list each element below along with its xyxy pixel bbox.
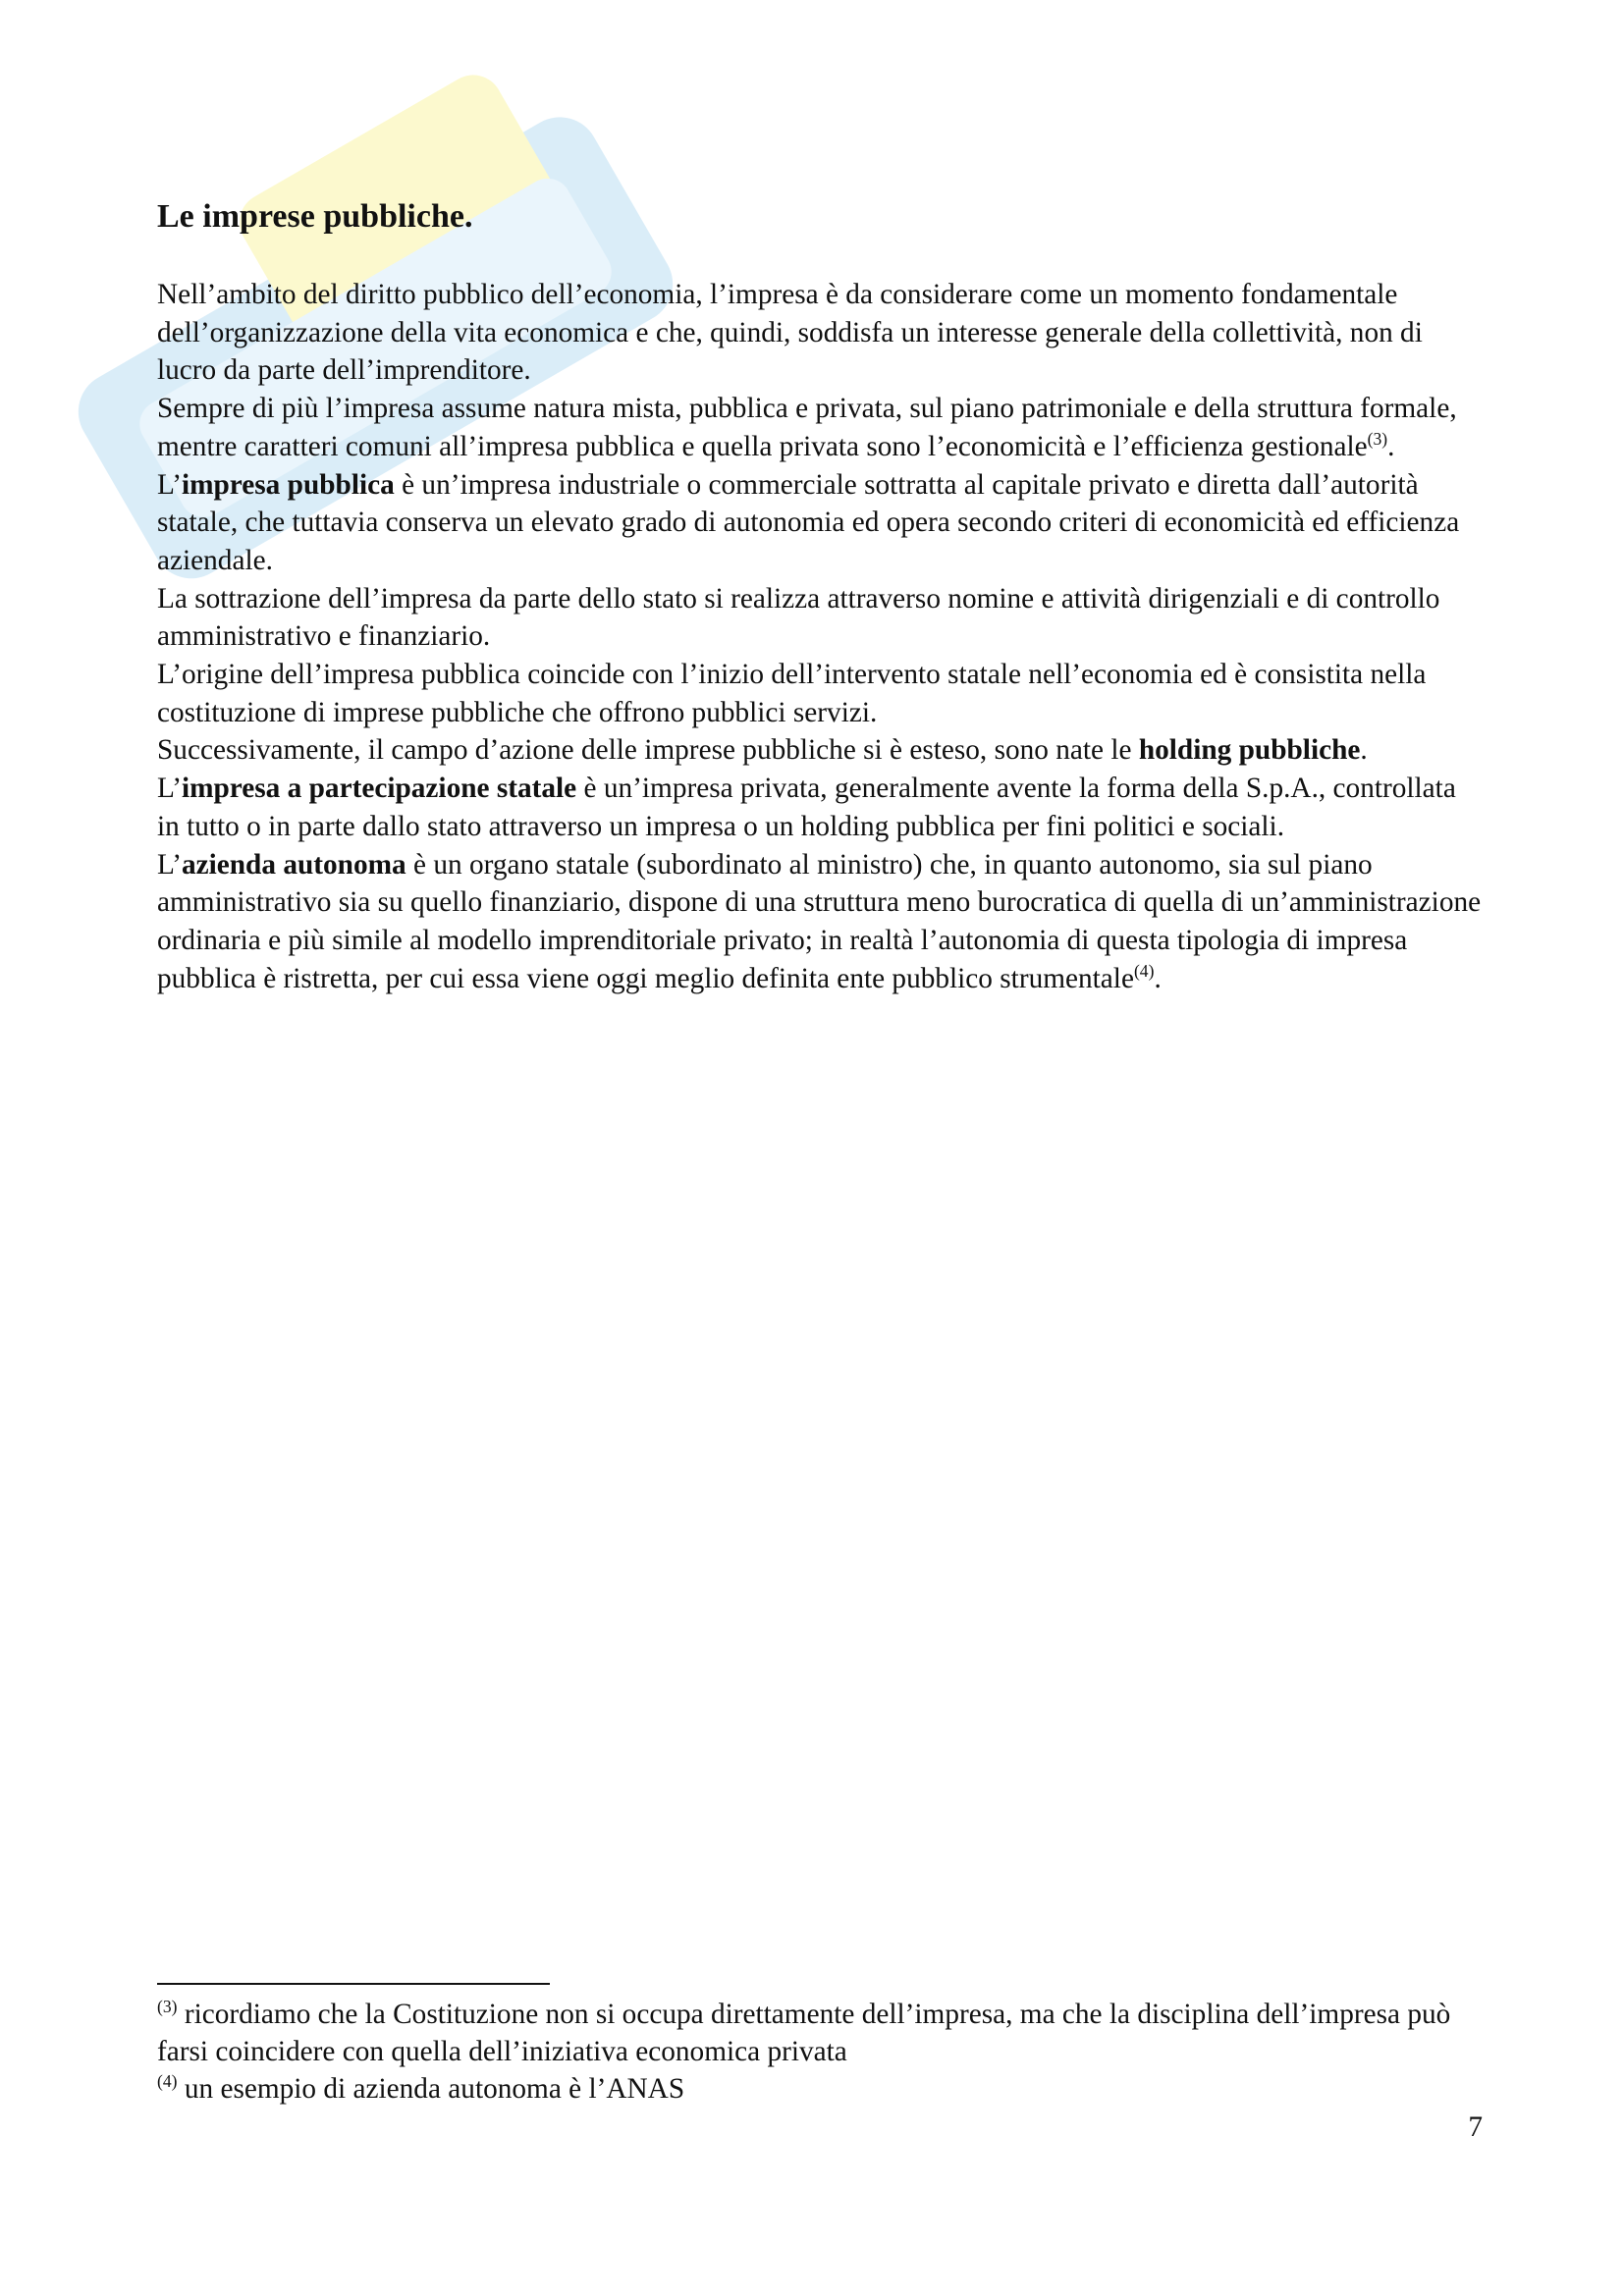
footnotes (157, 1996, 1483, 2108)
text-run: è un’impresa industriale o commerciale sottratta al capitale privato e diretta dall’autorità statale, che tuttavia conserva un elevato grado di autonomia ed opera secondo criteri di economicità ed efficienza aziendale. (157, 468, 1460, 576)
text-run: La sottrazione dell’impresa da parte dello stato si realizza attraverso nomine e attività dirigenziali e di controllo amministrativo e finanziario. (157, 582, 1440, 653)
footnote (157, 2070, 1483, 2108)
page-title: Le imprese pubbliche. (157, 198, 473, 235)
text-run: Nell’ambito del diritto pubblico dell’economia, l’impresa è da considerare come un momento fondamentale dell’organizzazione della vita economica e che, quindi, soddisfa un interesse generale della collettività, non di lucro da parte dell’imprenditore. (157, 279, 1423, 387)
text-run: L’ (157, 848, 182, 881)
paragraph (157, 390, 1483, 465)
footnote-marker: (3) (157, 1997, 178, 2017)
paragraph (157, 466, 1483, 580)
footnote-text: un esempio di azienda autonoma è l’ANAS (177, 2073, 685, 2105)
footnote (157, 1996, 1483, 2070)
bold-term: holding pubbliche (1138, 734, 1361, 767)
footnote-text: ricordiamo che la Costituzione non si occupa direttamente dell’impresa, ma che la disciplina dell’impresa può farsi coincidere con quella dell’iniziativa economica privata (157, 1999, 1451, 2067)
footnote-ref: (3) (1367, 429, 1388, 450)
bold-term: impresa pubblica (181, 468, 395, 501)
paragraph (157, 770, 1483, 845)
text-run: . (1154, 962, 1162, 994)
bold-term: azienda autonoma (181, 848, 406, 881)
text-run: Successivamente, il campo d’azione delle imprese pubbliche si è esteso, sono nate le (157, 734, 1139, 767)
paragraph (157, 846, 1483, 998)
paragraph (157, 276, 1483, 390)
paragraph (157, 656, 1483, 731)
document-page (157, 0, 1483, 2296)
footnote-ref: (4) (1133, 960, 1155, 981)
text-run: è un’impresa privata, generalmente avente la forma della S.p.A., controllata in tutto o in parte dallo stato attraverso un impresa o un holding pubblica per fini politici e sociali. (157, 773, 1456, 842)
text-run: . (1387, 430, 1395, 462)
text-run: . (1360, 734, 1368, 767)
paragraph (157, 731, 1483, 770)
body-text (157, 276, 1483, 997)
bold-term: impresa a partecipazione statale (181, 773, 577, 805)
text-run: L’ (157, 468, 182, 501)
text-run: L’ (157, 773, 182, 805)
paragraph (157, 580, 1483, 656)
footnote-marker: (4) (157, 2071, 178, 2092)
text-run: Sempre di più l’impresa assume natura mista, pubblica e privata, sul piano patrimoniale e della struttura formale, mentre caratteri comuni all’impresa pubblica e quella privata sono l’economicità e l’efficienza gestionale (157, 393, 1457, 462)
footnote-separator (157, 1983, 550, 1985)
text-run: L’origine dell’impresa pubblica coincide con l’inizio dell’intervento statale nell’economia ed è consistita nella costituzione di imprese pubbliche che offrono pubblici servizi. (157, 659, 1427, 728)
page-number: 7 (1468, 2111, 1483, 2143)
text-run: è un organo statale (subordinato al ministro) che, in quanto autonomo, sia sul piano amministrativo sia su quello finanziario, dispone di una struttura meno burocratica di quella di un’amministrazione ordinaria e più simile al modello imprenditoriale privato; in realtà l’autonomia di questa tipologia di impresa pubblica è ristretta, per cui essa viene oggi meglio definita ente pubblico strumentale (157, 848, 1482, 994)
